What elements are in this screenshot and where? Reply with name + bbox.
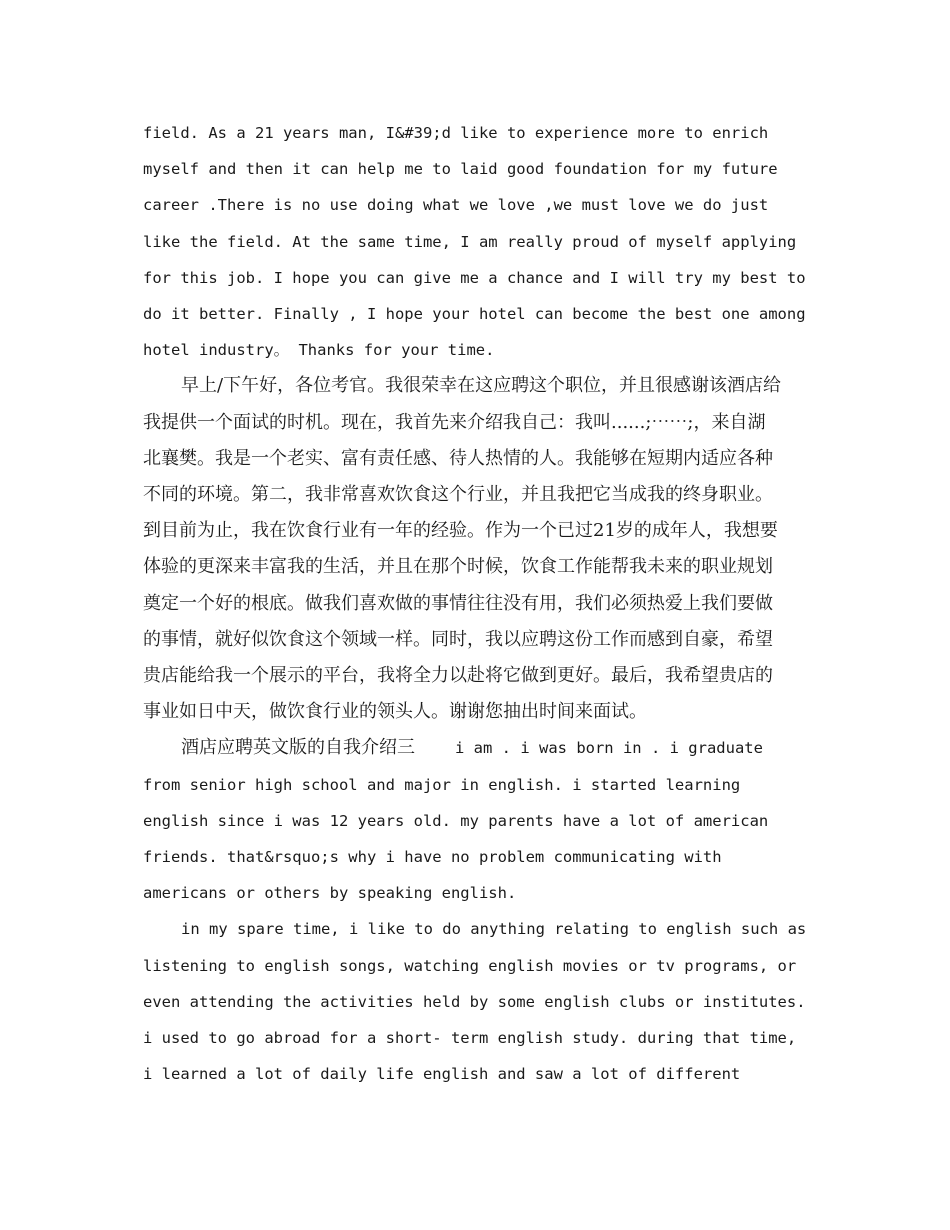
paragraph-english-intro-three <box>143 730 811 911</box>
text-line: 北襄樊。我是一个老实、富有责任感、待人热情的人。我能够在短期内适应各种 <box>143 447 773 469</box>
text-line: 早上/下午好，各位考官。我很荣幸在这应聘这个职位，并且很感谢该酒店给 <box>181 375 782 397</box>
text-line: field. As a 21 years man, I&#39;d like to experience more to enrich <box>143 124 769 142</box>
text-line: even attending the activities held by some english clubs or institutes. <box>143 992 806 1011</box>
document-body <box>143 115 811 1092</box>
paragraph-english-intro-end <box>143 115 811 368</box>
text-line: for this job. I hope you can give me a chance and I will try my best to <box>143 268 806 287</box>
text-line: hotel industry。 Thanks for your time. <box>143 341 495 360</box>
text-line: 我提供一个面试的时机。现在，我首先来介绍我自己：我叫......;⋯⋯;，来自湖 <box>143 411 766 433</box>
text-line: like the field. At the same time, I am really proud of myself applying <box>143 232 797 251</box>
text-line: friends. that&rsquo;s why i have no problem communicating with <box>143 848 722 867</box>
text-line: listening to english songs, watching english movies or tv programs, or <box>143 956 797 975</box>
text-line: i learned a lot of daily life english and saw a lot of different <box>143 1065 741 1084</box>
paragraph-english-spare-time <box>143 911 811 1092</box>
text-line: from senior high school and major in english. i started learning <box>143 775 741 794</box>
text-line: 不同的环境。第二，我非常喜欢饮食这个行业，并且我把它当成我的终身职业。 <box>143 484 773 506</box>
section-heading: 酒店应聘英文版的自我介绍三 <box>181 737 415 759</box>
text-line: 事业如日中天，做饮食行业的领头人。谢谢您抽出时间来面试。 <box>143 701 647 723</box>
text-line: career .There is no use doing what we love ,we must love we do just <box>143 196 769 215</box>
text-line: myself and then it can help me to laid good foundation for my future <box>143 160 778 179</box>
text-line: do it better. Finally , I hope your hotel can become the best one among <box>143 305 806 324</box>
text-span: i am . i was born in . i graduate <box>455 739 763 758</box>
text-line <box>143 730 811 766</box>
text-line: americans or others by speaking english. <box>143 884 517 903</box>
text-line: i used to go abroad for a short- term english study. during that time, <box>143 1029 797 1048</box>
text-line: english since i was 12 years old. my parents have a lot of american <box>143 811 769 830</box>
text-line: 贵店能给我一个展示的平台，我将全力以赴将它做到更好。最后，我希望贵店的 <box>143 665 773 687</box>
text-line: 奠定一个好的根底。做我们喜欢做的事情往往没有用，我们必须热爱上我们要做 <box>143 592 773 614</box>
text-line: 体验的更深来丰富我的生活，并且在那个时候，饮食工作能帮我未来的职业规划 <box>143 556 773 578</box>
text-line: in my spare time, i like to do anything relating to english such as <box>181 920 807 939</box>
text-line: 的事情，就好似饮食这个领域一样。同时，我以应聘这份工作而感到自豪，希望 <box>143 628 773 650</box>
text-line: 到目前为止，我在饮食行业有一年的经验。作为一个已过21岁的成年人，我想要 <box>143 520 778 542</box>
paragraph-chinese-intro <box>143 368 811 730</box>
